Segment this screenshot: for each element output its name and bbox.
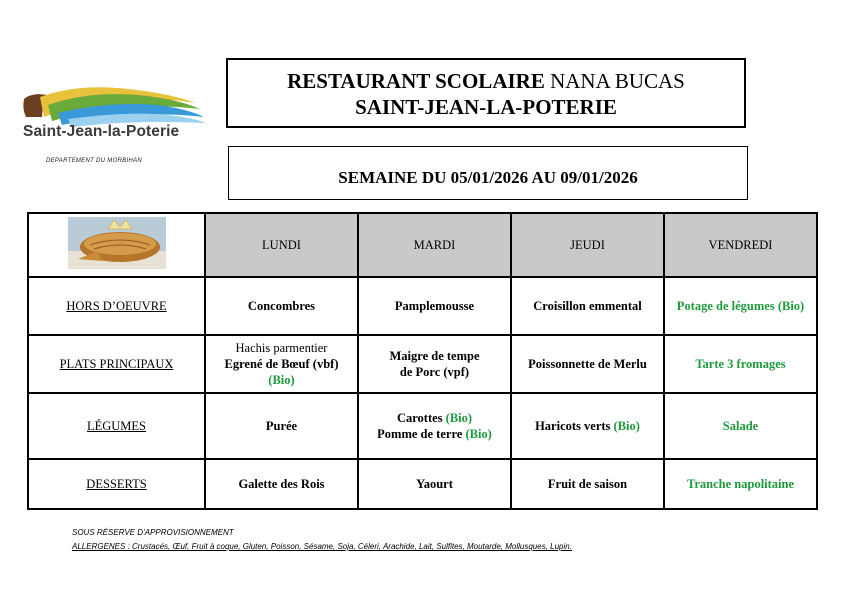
- menu-cell: [205, 335, 358, 393]
- day-header-lundi: LUNDI: [205, 213, 358, 277]
- dish-line: [206, 340, 357, 356]
- dish-text: Maigre de tempe: [389, 349, 480, 363]
- menu-cell: [358, 335, 511, 393]
- row-label: HORS D’OEUVRE: [66, 298, 167, 313]
- menu-cell: [205, 393, 358, 459]
- supply-note: SOUS RÉSERVE D’APPROVISIONNEMENT: [72, 528, 234, 537]
- menu-cell: [205, 459, 358, 509]
- menu-cell: [358, 277, 511, 335]
- dish-text: Salade: [722, 419, 759, 433]
- menu-cell: [511, 277, 664, 335]
- menu-body: [28, 277, 817, 509]
- dish-line: [512, 356, 663, 372]
- dish-text: Poissonnette de Merlu: [528, 357, 647, 371]
- dish-line: [206, 356, 357, 372]
- dish-line: [359, 426, 510, 442]
- menu-cell: [664, 277, 817, 335]
- logo-subtitle: DEPARTEMENT DU MORBIHAN: [46, 158, 143, 164]
- menu-cell: [664, 393, 817, 459]
- row-label-cell: [28, 459, 205, 509]
- restaurant-title: [228, 68, 744, 94]
- day-header-jeudi: JEUDI: [511, 213, 664, 277]
- dish-line: [359, 298, 510, 314]
- dish-line: [206, 298, 357, 314]
- menu-row: [28, 335, 817, 393]
- town-title: SAINT-JEAN-LA-POTERIE: [355, 95, 617, 119]
- dish-line: [359, 348, 510, 364]
- dish-text: Hachis parmentier: [235, 341, 328, 355]
- dish-text: Tranche napolitaine: [686, 477, 795, 491]
- dish-text: Pomme de terre: [377, 427, 466, 441]
- menu-cell: [358, 459, 511, 509]
- dish-text: Fruit de saison: [547, 477, 628, 491]
- logo-name: Saint-Jean-la-Poterie: [23, 123, 180, 140]
- dish-line: [359, 410, 510, 426]
- bio-label: (Bio): [613, 419, 640, 433]
- dish-text: Concombres: [247, 299, 316, 313]
- menu-cell: [205, 277, 358, 335]
- dish-text: Croisillon emmental: [533, 299, 642, 313]
- row-label: LÉGUMES: [86, 418, 147, 433]
- menu-table: [27, 212, 818, 510]
- dish-line: [359, 476, 510, 492]
- menu-cell: [664, 459, 817, 509]
- menu-header-row: [28, 213, 817, 277]
- menu-cell: [511, 335, 664, 393]
- day-header-vendredi: VENDREDI: [664, 213, 817, 277]
- menu-row: [28, 459, 817, 509]
- dish-text: Pamplemousse: [394, 299, 475, 313]
- dish-text: Galette des Rois: [238, 477, 325, 491]
- cake-image-cell: [28, 213, 205, 277]
- dish-line: [665, 476, 816, 492]
- row-label-cell: [28, 277, 205, 335]
- bio-label: (Bio): [445, 411, 473, 425]
- dish-text: Tarte 3 fromages: [695, 357, 786, 371]
- dish-line: [665, 418, 816, 434]
- dish-line: [512, 476, 663, 492]
- row-label-cell: [28, 335, 205, 393]
- row-label: PLATS PRINCIPAUX: [59, 356, 174, 371]
- week-box: [228, 146, 748, 200]
- dish-line: [359, 364, 510, 380]
- restaurant-title-rest: NANA BUCAS: [544, 69, 685, 93]
- allergens-note: ALLERGENES : Crustacés, Œuf, Fruit à coque, Gluten, Poisson, Sésame, Soja, Céleri, Arachide, Lait, Sulfites, Moutarde, Mollusques, Lupin.: [72, 542, 572, 551]
- menu-cell: [511, 393, 664, 459]
- title-box: [226, 58, 746, 128]
- row-label: DESSERTS: [86, 476, 147, 491]
- dish-text: (Bio): [268, 373, 295, 387]
- menu-row: [28, 393, 817, 459]
- dish-text: Purée: [265, 419, 298, 433]
- menu-cell: [664, 335, 817, 393]
- dish-text: Potage de légumes (Bio): [676, 299, 805, 313]
- menu-row: [28, 277, 817, 335]
- dish-line: [206, 418, 357, 434]
- restaurant-title-bold: RESTAURANT SCOLAIRE: [287, 69, 545, 93]
- dish-line: [665, 356, 816, 372]
- dish-line: [665, 298, 816, 314]
- dish-line: [512, 418, 663, 434]
- dish-line: [206, 476, 357, 492]
- dish-text: Egrené de Bœuf (vbf): [224, 357, 339, 371]
- logo: [18, 85, 218, 175]
- dish-text: Yaourt: [416, 477, 453, 491]
- week-range: SEMAINE DU 05/01/2026 AU 09/01/2026: [338, 168, 638, 187]
- row-label-cell: [28, 393, 205, 459]
- dish-line: [206, 372, 357, 388]
- bio-label: (Bio): [465, 427, 492, 441]
- dish-line: [512, 298, 663, 314]
- day-header-mardi: MARDI: [358, 213, 511, 277]
- dish-text: Haricots verts: [535, 419, 614, 433]
- dish-text: Carottes: [396, 411, 446, 425]
- galette-image: [68, 217, 166, 269]
- menu-cell: [511, 459, 664, 509]
- dish-text: de Porc (vpf): [399, 365, 470, 379]
- menu-cell: [358, 393, 511, 459]
